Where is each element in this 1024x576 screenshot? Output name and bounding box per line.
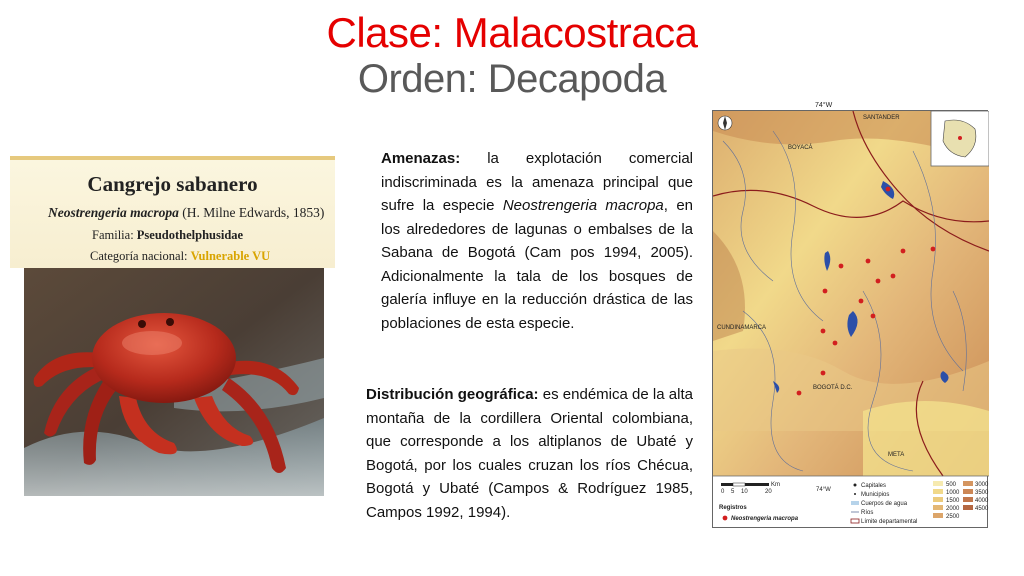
svg-text:Límite departamental: Límite departamental <box>861 519 918 525</box>
crab-photo <box>24 268 324 496</box>
svg-text:20: 20 <box>765 489 772 495</box>
svg-text:5: 5 <box>731 489 735 495</box>
threats-text-a: la explotación comercial indiscriminada es la amenaza principal que sufre la especie <box>381 150 693 214</box>
title-order: Orden: Decapoda <box>357 57 667 101</box>
svg-text:10: 10 <box>741 489 748 495</box>
map-elevation-legend <box>933 481 989 520</box>
scientific-name-line <box>48 205 324 221</box>
svg-text:Municipios: Municipios <box>861 492 890 498</box>
threats-text-b: , en los alrededores de lagunas o embalses de la Sabana de Bogotá (Cam pos 1994, 2005). Adicionalmente la tala de los bosques de galería influye en la reducción drástica de las poblaciones de esta especie. <box>381 197 693 332</box>
svg-text:0: 0 <box>721 489 725 495</box>
category-line <box>90 249 270 264</box>
svg-text:500: 500 <box>946 482 957 488</box>
svg-text:3500: 3500 <box>975 490 989 496</box>
svg-text:1000: 1000 <box>946 490 960 496</box>
legend-species: Neostrengeria macropa <box>731 516 799 522</box>
distribution-text: es endémica de la alta montaña de la cordillera Oriental colombiana, que corresponde a los altiplanos de Ubaté y Bogotá, por los cuales cruzan los ríos Chécua, Bogotá y Ubaté (Campos & Rodríguez 1985, Campos 1992, 1994). <box>366 386 693 521</box>
threats-paragraph <box>381 147 693 335</box>
common-name: Cangrejo sabanero <box>87 172 258 196</box>
threats-label: Amenazas: <box>381 150 461 167</box>
map-region-bogota: BOGOTÁ D.C. <box>813 385 853 391</box>
map-legend-symbols <box>851 483 917 525</box>
svg-text:Cuerpos de agua: Cuerpos de agua <box>861 501 908 507</box>
species-author: (H. Milne Edwards, 1853) <box>182 205 325 220</box>
slide-title <box>0 9 1024 101</box>
distribution-paragraph <box>366 383 693 524</box>
map-region-santander: SANTANDER <box>863 115 900 121</box>
map-longitude-bottom: 74°W <box>816 487 831 493</box>
svg-text:Ríos: Ríos <box>861 510 874 516</box>
map-region-boyaca: BOYACÁ <box>788 145 813 151</box>
family-line <box>92 228 243 243</box>
svg-text:2000: 2000 <box>946 506 960 512</box>
svg-text:3000: 3000 <box>975 482 989 488</box>
svg-text:1500: 1500 <box>946 498 960 504</box>
svg-text:2500: 2500 <box>946 514 960 520</box>
category-value: Vulnerable VU <box>190 249 271 263</box>
map-region-meta: META <box>888 452 905 458</box>
species-card-header <box>10 156 335 268</box>
map-longitude-top: 74°W <box>815 102 833 109</box>
family-value: Pseudothelphusidae <box>136 228 244 242</box>
family-label: Familia: <box>92 228 134 242</box>
svg-text:Km: Km <box>771 482 780 488</box>
map-scale-bar <box>721 482 780 495</box>
svg-text:4500: 4500 <box>975 506 989 512</box>
legend-registros: Registros <box>719 505 747 511</box>
threats-species: Neostrengeria macropa <box>502 197 664 214</box>
scientific-name: Neostrengeria macropa <box>48 205 179 220</box>
distribution-map <box>712 102 989 528</box>
map-region-cundinamarca: CUNDINAMARCA <box>717 325 767 331</box>
species-card <box>10 156 335 496</box>
svg-text:4000: 4000 <box>975 498 989 504</box>
distribution-label: Distribución geográfica: <box>366 386 539 403</box>
svg-text:Capitales: Capitales <box>861 483 887 489</box>
category-label: Categoría nacional: <box>90 249 188 263</box>
title-class: Clase: Malacostraca <box>326 9 698 56</box>
